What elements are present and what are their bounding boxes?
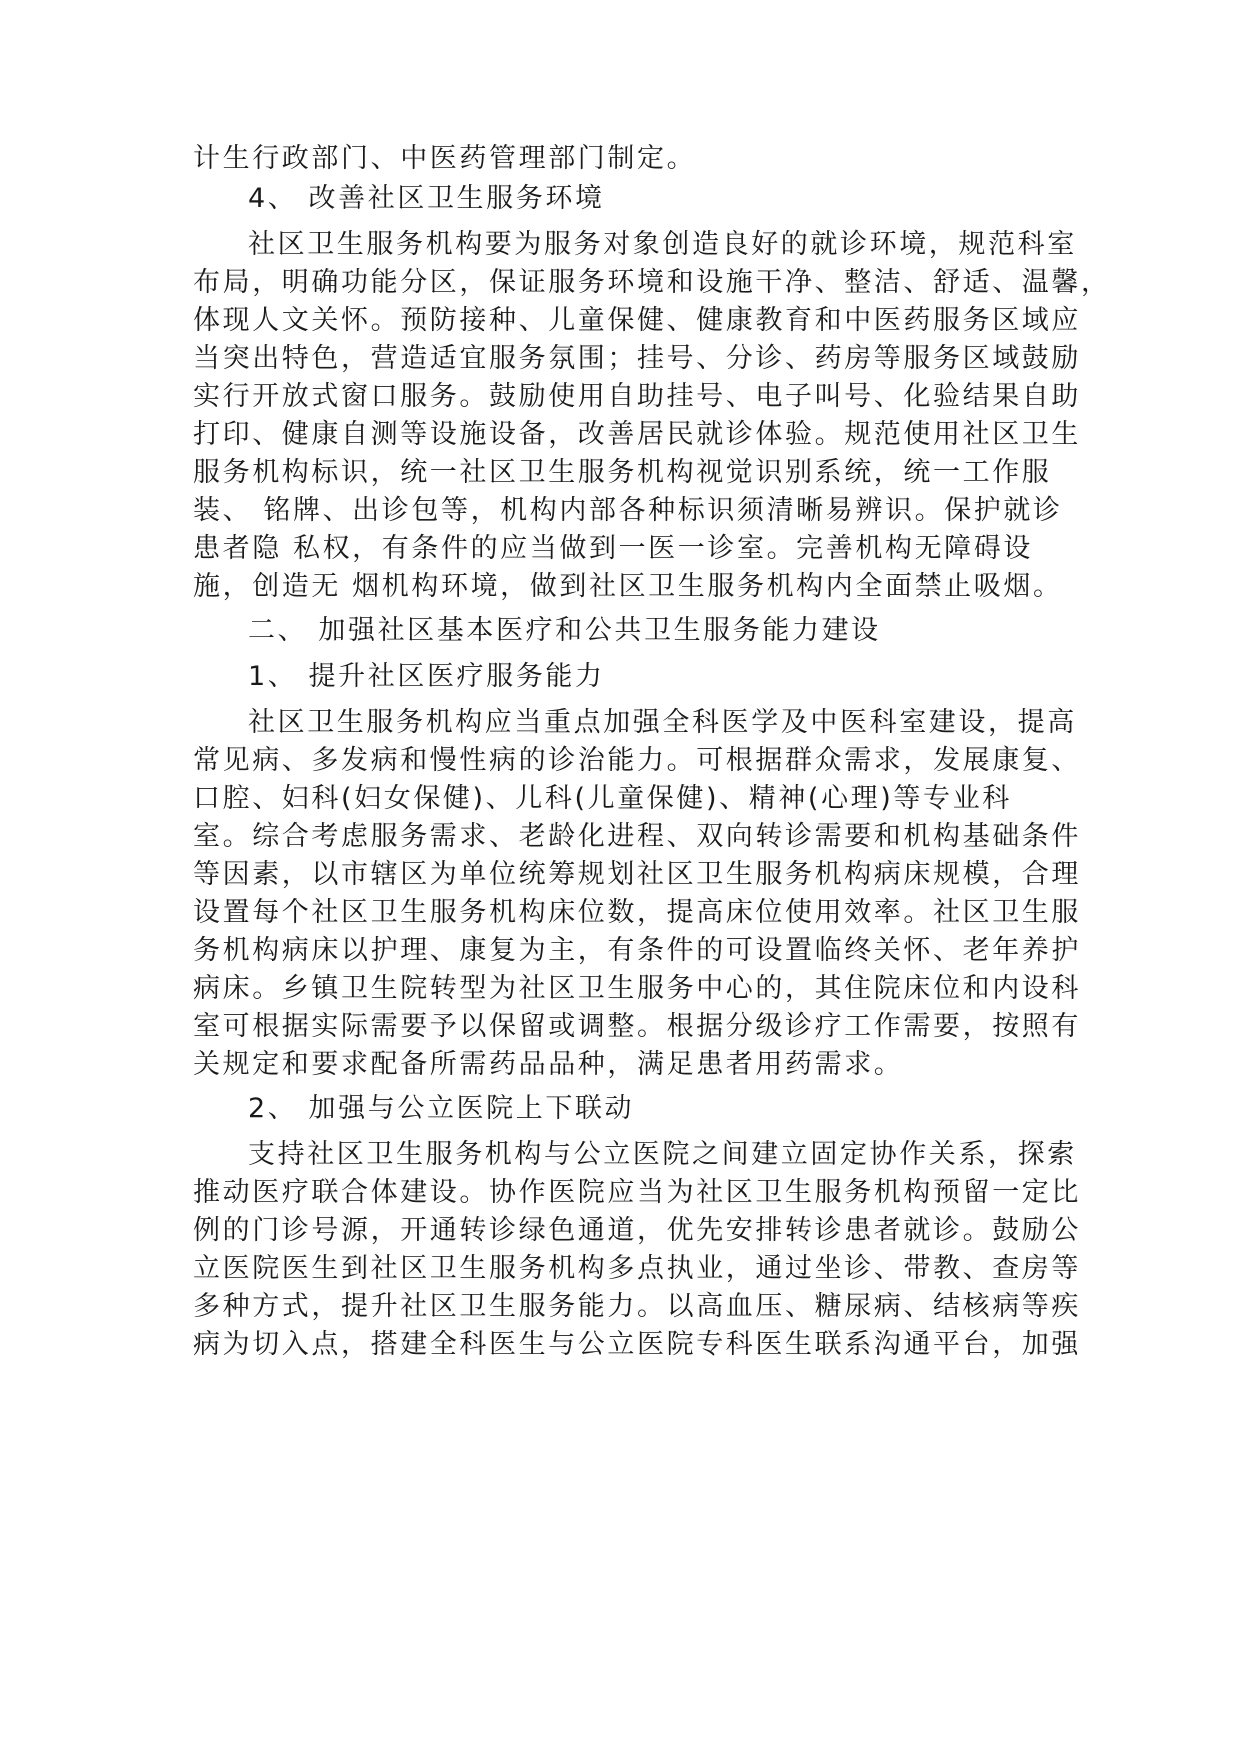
subsection-heading: 1、 提升社区医疗服务能力: [248, 661, 605, 692]
paragraph-first-line: 支持社区卫生服务机构与公立医院之间建立固定协作关系，探索: [248, 1139, 1077, 1170]
paragraph-first-line: 社区卫生服务机构要为服务对象创造良好的就诊环境，规范科室: [248, 229, 1077, 260]
text-line: 计生行政部门、中医药管理部门制定。: [193, 143, 697, 174]
text-line: 服务机构标识，统一社区卫生服务机构视觉识别系统，统一工作服: [193, 457, 1052, 488]
text-line: 室。综合考虑服务需求、老龄化进程、双向转诊需要和机构基础条件: [193, 821, 1081, 852]
text-line: 口腔、妇科(妇女保健)、儿科(儿童保健)、精神(心理)等专业科: [193, 783, 1012, 814]
paragraph-first-line: 社区卫生服务机构应当重点加强全科医学及中医科室建设，提高: [248, 707, 1077, 738]
text-line: 装、 铭牌、出诊包等，机构内部各种标识须清晰易辨识。保护就诊: [193, 495, 1063, 526]
text-line: 布局，明确功能分区，保证服务环境和设施干净、整洁、舒适、温馨，: [193, 267, 1111, 298]
text-line: 体现人文关怀。预防接种、儿童保健、健康教育和中医药服务区域应: [193, 305, 1081, 336]
text-line: 等因素，以市辖区为单位统筹规划社区卫生服务机构病床规模，合理: [193, 859, 1081, 890]
text-line: 病床。乡镇卫生院转型为社区卫生服务中心的，其住院床位和内设科: [193, 973, 1081, 1004]
text-line: 病为切入点，搭建全科医生与公立医院专科医生联系沟通平台，加强: [193, 1329, 1081, 1360]
text-line: 例的门诊号源，开通转诊绿色通道，优先安排转诊患者就诊。鼓励公: [193, 1215, 1081, 1246]
subsection-heading: 4、 改善社区卫生服务环境: [248, 183, 605, 214]
text-line: 实行开放式窗口服务。鼓励使用自助挂号、电子叫号、化验结果自助: [193, 381, 1081, 412]
text-line: 室可根据实际需要予以保留或调整。根据分级诊疗工作需要，按照有: [193, 1011, 1081, 1042]
text-line: 立医院医生到社区卫生服务机构多点执业，通过坐诊、带教、查房等: [193, 1253, 1081, 1284]
text-line: 当突出特色，营造适宜服务氛围；挂号、分诊、药房等服务区域鼓励: [193, 343, 1081, 374]
text-line: 推动医疗联合体建设。协作医院应当为社区卫生服务机构预留一定比: [193, 1177, 1081, 1208]
section-heading: 二、 加强社区基本医疗和公共卫生服务能力建设: [248, 615, 881, 646]
text-line: 打印、健康自测等设施设备，改善居民就诊体验。规范使用社区卫生: [193, 419, 1081, 450]
text-line: 务机构病床以护理、康复为主，有条件的可设置临终关怀、老年养护: [193, 935, 1081, 966]
text-line: 关规定和要求配备所需药品品种，满足患者用药需求。: [193, 1049, 904, 1080]
text-line: 施，创造无 烟机构环境，做到社区卫生服务机构内全面禁止吸烟。: [193, 571, 1063, 602]
text-line: 常见病、多发病和慢性病的诊治能力。可根据群众需求，发展康复、: [193, 745, 1081, 776]
text-line: 多种方式，提升社区卫生服务能力。以高血压、糖尿病、结核病等疾: [193, 1291, 1081, 1322]
text-line: 设置每个社区卫生服务机构床位数，提高床位使用效率。社区卫生服: [193, 897, 1081, 928]
subsection-heading: 2、 加强与公立医院上下联动: [248, 1093, 635, 1124]
text-line: 患者隐 私权，有条件的应当做到一医一诊室。完善机构无障碍设: [193, 533, 1033, 564]
